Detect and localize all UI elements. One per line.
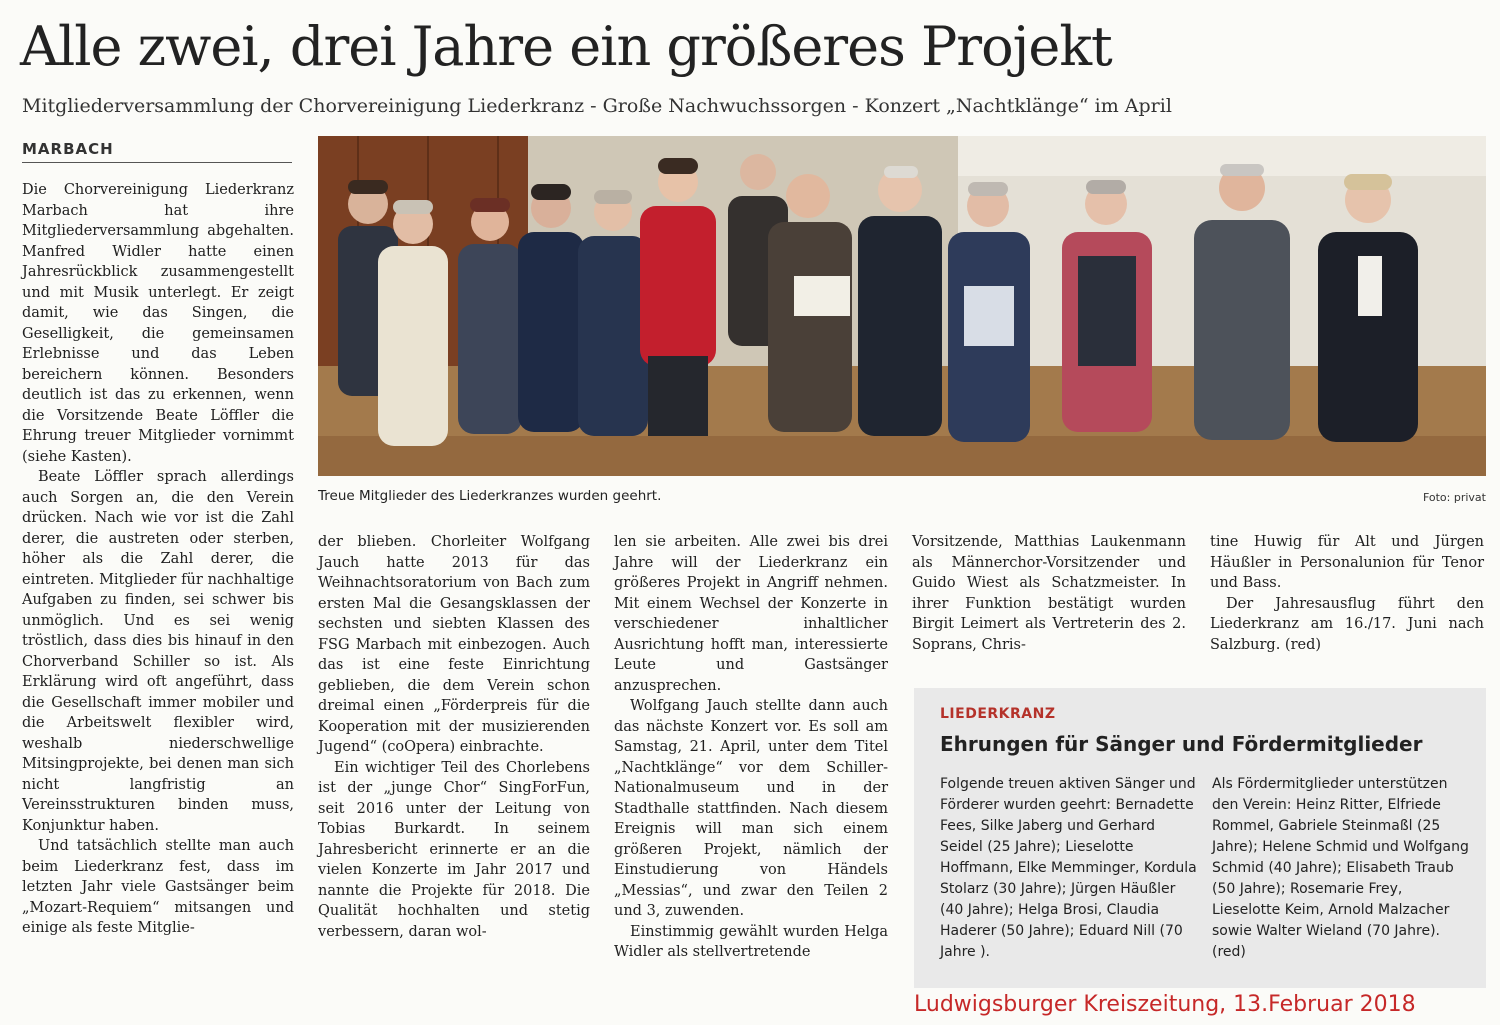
article-paragraph: len sie arbeiten. Alle zwei bis drei Jahre will der Liederkranz ein größeres Projekt in Angriff nehmen. Mit einem Wechsel der Konzerte in verschiedener inhaltlicher Ausrichtung hofft man, interessierte Leute und Gastsänger anzusprechen.	[614, 534, 888, 694]
article-column-1	[22, 180, 294, 939]
article-column-4	[912, 532, 1186, 655]
article-paragraph: tine Huwig für Alt und Jürgen Häußler in Personalunion für Tenor und Bass.	[1210, 534, 1484, 591]
article-paragraph: Und tatsächlich stellte man auch beim Liederkranz fest, dass im letzten Jahr viele Gastsänger beim „Mozart-Requiem“ mitsangen und einige als feste Mitglie-	[22, 838, 294, 936]
article-paragraph: Die Chorvereinigung Liederkranz Marbach hat ihre Mitgliederversammlung abgehalten. Manfred Widler hatte einen Jahresrückblick zusammengestellt und mit Musik unterlegt. Er zeigt damit, wie das Singen, die Geselligkeit, die gemeinsamen Erlebnisse und das Leben bereichern können. Besonders deutlich ist das zu erkennen, wenn die Vorsitzende Beate Löffler die Ehrung treuer Mitglieder vornimmt (siehe Kasten).	[22, 182, 294, 465]
article-paragraph: Beate Löffler sprach allerdings auch Sorgen an, die den Verein drücken. Nach wie vor ist die Zahl derer, die austreten oder sterben, höher als die Zahl derer, die eintreten. Mitglieder für nachhaltige Aufgaben zu finden, sei schwer bis unmöglich. Und es sei wenig tröstlich, dass dies bis hinauf in den Chorverband Schiller so ist. Als Erklärung wird oft angeführt, dass die Gesellschaft immer mobiler und die Arbeitswelt flexibler wird, weshalb niederschwellige Mitsingprojekte, bei denen man sich nicht langfristig an Vereinsstrukturen binden muss, Konjunktur haben.	[22, 469, 294, 834]
source-note: Ludwigsburger Kreiszeitung, 13.Februar 2018	[914, 992, 1416, 1017]
article-paragraph: Der Jahresausflug führt den Liederkranz am 16./17. Juni nach Salzburg. (red)	[1210, 595, 1484, 653]
photo-credit: Foto: privat	[1422, 491, 1486, 504]
infobox-column-2	[1212, 774, 1474, 963]
photo-caption: Treue Mitglieder des Liederkranzes wurden geehrt.	[318, 488, 662, 504]
group-photo	[318, 136, 1486, 476]
dateline: MARBACH	[22, 140, 292, 163]
article-column-3	[614, 532, 888, 963]
infobox-title: Ehrungen für Sänger und Fördermitglieder	[940, 732, 1423, 756]
infobox-text: Folgende treuen aktiven Sänger und Förderer wurden geehrt: Bernadette Fees, Silke Jaberg und Gerhard Seidel (25 Jahre); Lieselotte Hoffmann, Elke Memminger, Kordula Stolarz (30 Jahre); Jürgen Häußler (40 Jahre); Helga Brosi, Claudia Haderer (50 Jahre); Eduard Nill (70 Jahre ).	[940, 776, 1197, 960]
article-paragraph: der blieben. Chorleiter Wolfgang Jauch hatte 2013 für das Weihnachtsoratorium von Bach zum ersten Mal die Gesangsklassen der sechsten und siebten Klassen des FSG Marbach mit einbezogen. Auch das ist eine feste Einrichtung geblieben, die dem Verein schon dreimal einen „Förderpreis für die Kooperation mit der musizierenden Jugend“ (coOpera) einbrachte.	[318, 534, 590, 755]
headline: Alle zwei, drei Jahre ein größeres Projekt	[20, 15, 1112, 78]
article-paragraph: Einstimmig gewählt wurden Helga Widler als stellvertretende	[614, 923, 888, 960]
infobox-text: Als Fördermitglieder unterstützen den Verein: Heinz Ritter, Elfriede Rommel, Gabriele Steinmaßl (25 Jahre); Helene Schmid und Wolfgang Schmid (40 Jahre); Elisabeth Traub (50 Jahre); Rosemarie Frey, Lieselotte Keim, Arnold Malzacher sowie Walter Wieland (70 Jahre). (red)	[1212, 776, 1469, 960]
honors-infobox	[914, 688, 1486, 988]
article-column-5	[1210, 532, 1484, 655]
article-paragraph: Ein wichtiger Teil des Chorlebens ist der „junge Chor“ SingForFun, seit 2016 unter der Leitung von Tobias Burkardt. In seinem Jahresbericht erinnerte er an die vielen Konzerte im Jahr 2017 und nannte die Projekte für 2018. Die Qualität hochhalten und stetig verbessern, daran wol-	[318, 759, 590, 940]
infobox-kicker: LIEDERKRANZ	[940, 706, 1056, 722]
infobox-column-1	[940, 774, 1202, 963]
subheadline: Mitgliederversammlung der Chorvereinigung Liederkranz - Große Nachwuchssorgen - Konzert „Nachtklänge“ im April	[22, 95, 1172, 117]
article-paragraph: Vorsitzende, Matthias Laukenmann als Männerchor-Vorsitzender und Guido Wiest als Schatzmeister. In ihrer Funktion bestätigt wurden Birgit Leimert als Vertreterin des 2. Soprans, Chris-	[912, 534, 1186, 653]
article-paragraph: Wolfgang Jauch stellte dann auch das nächste Konzert vor. Es soll am Samstag, 21. April, unter dem Titel „Nachtklänge“ vor dem Schiller-Nationalmuseum und in der Stadthalle stattfinden. Nach diesem Ereignis will man sich einem größeren Projekt, nämlich der Einstudierung von Händels „Messias“, und zwar den Teilen 2 und 3, zuwenden.	[614, 698, 888, 919]
article-column-2	[318, 532, 590, 942]
